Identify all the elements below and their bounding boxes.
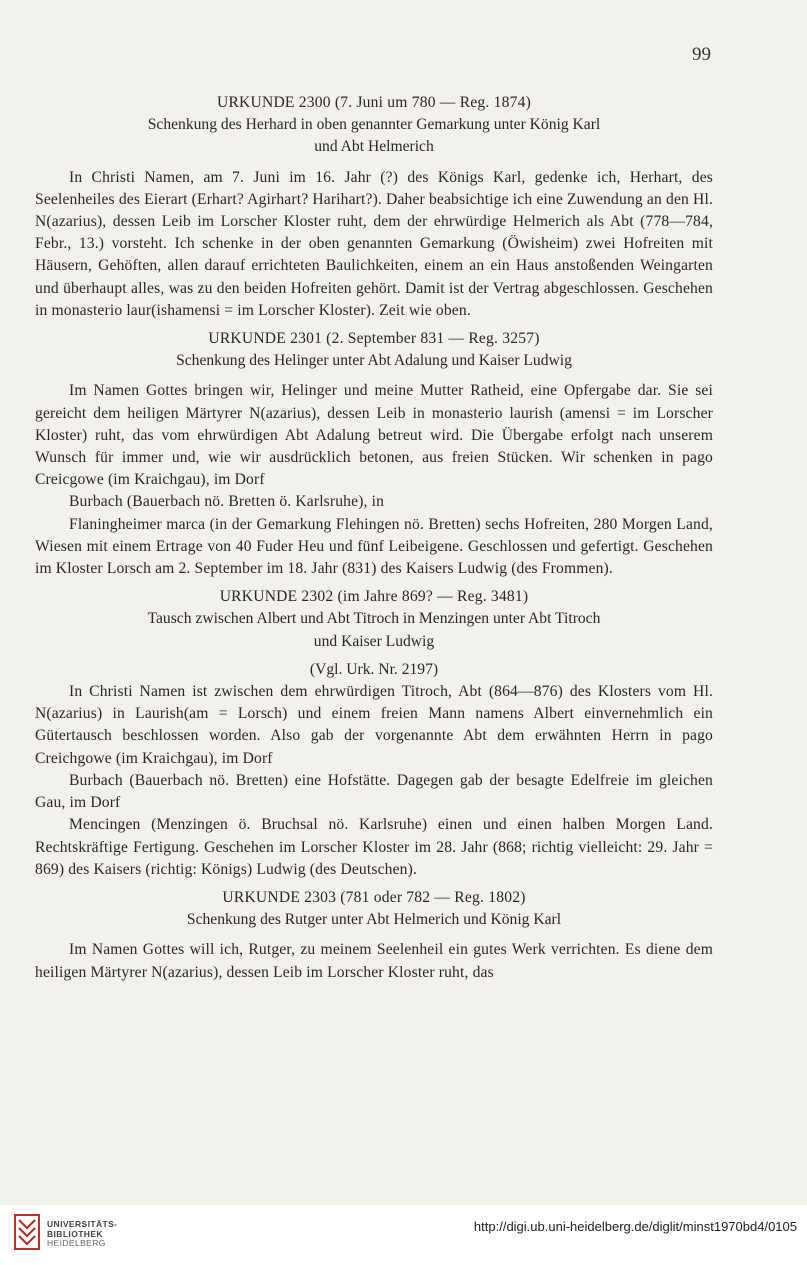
charter-title-line: Tausch zwischen Albert und Abt Titroch in Menzingen unter Abt Titroch	[147, 610, 601, 628]
cross-reference-note: (Vgl. Urk. Nr. 2197)	[309, 660, 439, 678]
logo-line: BIBLIOTHEK	[47, 1228, 103, 1239]
charter-title-line: Schenkung des Helinger unter Abt Adalung und Kaiser Ludwig	[176, 352, 572, 370]
page-number: 99	[692, 44, 711, 65]
charter-heading: URKUNDE 2303 (781 oder 782 — Reg. 1802)	[222, 888, 526, 906]
charter-paragraph: Im Namen Gottes bringen wir, Helinger und meine Mutter Ratheid, eine Opfergabe dar. Sie sei gereicht dem heiligen Märtyrer N(azarius), dessen Leib in monasterio laurish (amensi = im Lorscher Kloster) ruht, das vom ehrwürdigen Abt Adalung betreut wird. Die Übergabe erfolgt nach unserem Wunsch für immer und, wie wir ausdrücklich betonen, aus freien Stücken. Wir schenken in pago Creicgowe (im Kraichgau), im Dorf	[35, 382, 713, 489]
charter-paragraph: In Christi Namen, am 7. Juni im 16. Jahr (?) des Königs Karl, gedenke ich, Herhart, des Seelenheiles des Eierart (Erhart? Agirhart? Harihart?). Daher beabsichtige ich eine Zuwendung an den Hl. N(azarius), dessen Leib im Lorscher Kloster ruht, dem der ehrwürdige Helmerich als Abt (778—784, Febr., 13.) vorsteht. Ich schenke in der oben genannten Gemarkung (Öwisheim) zwei Hofreiten mit Häusern, Gehöften, allen darauf errichteten Baulichkeiten, einem an ein Haus anstoßenden Weingarten und überhaupt alles, was zu den beiden Hofreiten gehört. Damit ist der Vertrag abgeschlossen. Geschehen in monasterio laur(ishamensi = im Lorscher Kloster). Zeit wie oben.	[35, 168, 713, 319]
logo-line: HEIDELBERG	[47, 1238, 106, 1249]
charter-title-line: und Kaiser Ludwig	[313, 632, 435, 650]
charter-paragraph: Mencingen (Menzingen ö. Bruchsal nö. Karlsruhe) einen und einen halben Morgen Land. Rechtskräftige Fertigung. Geschehen im Lorscher Kloster im 28. Jahr (868; richtig vielleicht: 29. Jahr = 869) des Kaisers (richtig: Königs) Ludwig (des Deutschen).	[35, 816, 713, 878]
charter-heading: URKUNDE 2300 (7. Juni um 780 — Reg. 1874)	[217, 94, 531, 111]
logo-line: UNIVERSITÄTS-	[47, 1219, 118, 1229]
document-body	[35, 92, 713, 984]
charter-paragraph: In Christi Namen ist zwischen dem ehrwürdigen Titroch, Abt (864—876) des Klosters vom Hl. N(azarius) in Laurish(am = Lorsch) und einem freien Mann namens Albert einvernehmlich ein Gütertausch beschlossen worden. Also gab der vorgenannte Abt dem erwähnten Herrn in pago Creichgowe (im Kraichgau), im Dorf	[35, 683, 713, 767]
charter-heading: URKUNDE 2301 (2. September 831 — Reg. 3257)	[208, 330, 540, 348]
permalink-url[interactable]: http://digi.ub.uni-heidelberg.de/diglit/minst1970bd4/0105	[473, 1219, 797, 1234]
charter-title-line: Schenkung des Herhard in oben genannter Gemarkung unter König Karl	[147, 116, 601, 134]
charter-title-line: Schenkung des Rutger unter Abt Helmerich und König Karl	[186, 911, 562, 929]
charter-paragraph: Burbach (Bauerbach nö. Bretten ö. Karlsruhe), in	[69, 493, 385, 511]
charter-title-line: und Abt Helmerich	[314, 138, 434, 156]
library-logo-icon[interactable]	[14, 1214, 40, 1250]
library-logo-text	[47, 1220, 117, 1249]
viewer-footer	[0, 1205, 807, 1265]
charter-paragraph: Im Namen Gottes will ich, Rutger, zu meinem Seelenheil ein gutes Werk verrichten. Es diene dem heiligen Märtyrer N(azarius), dessen Leib im Lorscher Kloster ruht, das	[35, 941, 713, 981]
charter-paragraph: Burbach (Bauerbach nö. Bretten) eine Hofstätte. Dagegen gab der besagte Edelfreie im gleichen Gau, im Dorf	[35, 771, 713, 812]
charter-paragraph: Flaningheimer marca (in der Gemarkung Flehingen nö. Bretten) sechs Hofreiten, 280 Morgen Land, Wiesen mit einem Ertrage von 40 Fuder Heu und fünf Leibeigene. Geschlossen und gefertigt. Geschehen im Kloster Lorsch am 2. September im 18. Jahr (831) des Kaisers Ludwig (des Frommen).	[35, 515, 713, 578]
charter-heading: URKUNDE 2302 (im Jahre 869? — Reg. 3481)	[219, 588, 529, 606]
